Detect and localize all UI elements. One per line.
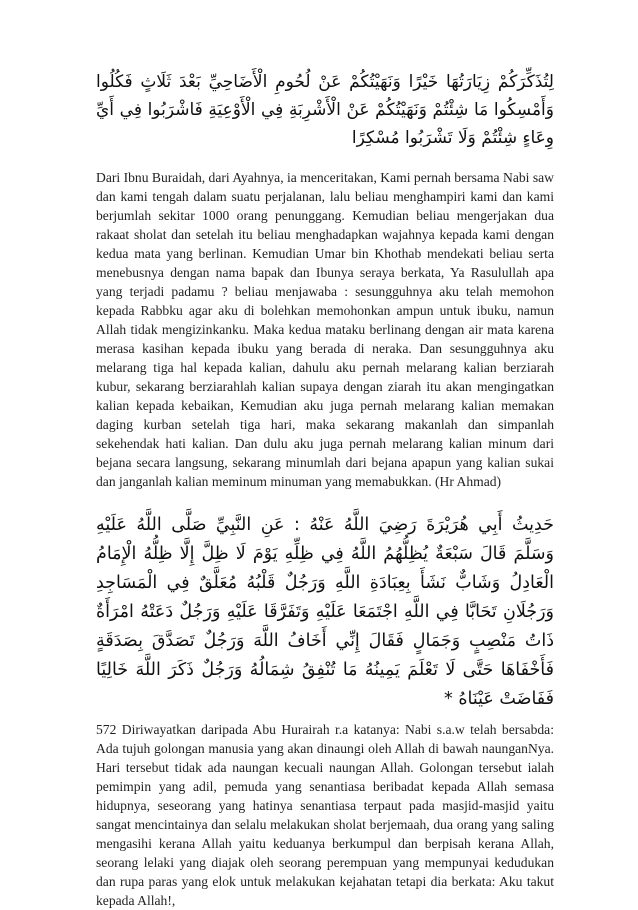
hadith-translation-paragraph-2: 572 Diriwayatkan daripada Abu Hurairah r.a katanya: Nabi s.a.w telah bersabda: Ada tujuh golongan manusia yang akan dinaungi oleh Allah di bawah naunganNya. Hari tersebut tidak ada naungan kecuali naungan Allah. Golongan tersebut ialah pemimpin yang adil, pemuda yang senantiasa beribadat kepada Allah semasa hidupnya, seseorang yang hatinya senantiasa terpaut pada masjid-masjid yaitu sangat mencintainya dan selalu melakukan sholat berjemaah, dua orang yang saling mengasihi kerana Allah yaitu keduanya berkumpul dan berpisah kerana Allah, seorang lelaki yang diajak oleh seorang perempuan yang mempunyai kedudukan dan rupa paras yang elok untuk melakukan kejahatan tetapi dia berkata: Aku takut kepada Allah!, bbox=[96, 722, 554, 908]
hadith-translation-paragraph: Dari Ibnu Buraidah, dari Ayahnya, ia menceritakan, Kami pernah bersama Nabi saw dan kami tengah dalam suatu perjalanan, lalu beliau menghampiri kami dan kami berjumlah sekitar 1000 orang penunggang. Kemudian beliau mengerjakan dua rakaat sholat dan setelah itu beliau menghadapkan wajahnya kepada kami dengan kedua mata yang berlinan. Kemudian Umar bin Khothab mendekati beliau serta menebusnya dengan nama bapak dan Ibunya seraya berkata, Ya Rasulullah apa yang terjadi padamu ? beliau menjawaba : sesungguhnya aku telah memohon kepada Rabbku agar aku di bolehkan memohonkan ampun untuk ibuku, namun Allah tidak mengizinkanku. Maka kedua mataku berlinang dengan air mata karena merasa kasihan kepada ibuku yang berada di neraka. Dan sesungguhnya aku melarang tiga hal kepada kalian, dahulu aku pernah melarang kalian berziarah kubur, sekarang berziarahlah kalian supaya dengan ziarah itu akan mengingatkan kalian kepada kebaikan, Kemudian aku juga pernah melarang kalian memakan daging kurban setelah tiga hari, maka sekarang makanlah dan simpanlah sekehendak hati kalian. Dan dulu aku juga pernah melarang kalian minum dari bejana secara langsung, sekarang minumlah dari bejana apapun yang kalian sukai dan janganlah kalian meminum minuman yang memabukkan. (Hr Ahmad) bbox=[96, 170, 554, 489]
hadith-arabic-text: لِتُذَكِّرَكُمْ زِيَارَتُهَا خَيْرًا وَنَهَيْتُكُمْ عَنْ لُحُومِ الْأَضَاحِيِّ بَعْدَ ثَلَاثٍ فَكُلُوا وَأَمْسِكُوا مَا شِئْتُمْ وَنَهَيْتُكُمْ عَنْ الْأَشْرِبَةِ فِي الْأَوْعِيَةِ فَاشْرَبُوا فِي أَيِّ وِعَاءٍ شِئْتُمْ وَلَا تَشْرَبُوا مُسْكِرًا bbox=[96, 72, 554, 148]
hadith-arabic-text-2: حَدِيثُ أَبِي هُرَيْرَةَ رَضِيَ اللَّهُ عَنْهُ : عَنِ النَّبِيِّ صَلَّى اللَّهُ عَلَيْهِ وَسَلَّمَ قَالَ سَبْعَةٌ يُظِلُّهُمُ اللَّهُ فِي ظِلِّهِ يَوْمَ لَا ظِلَّ إِلَّا ظِلُّهُ الْإِمَامُ الْعَادِلُ وَشَابٌّ نَشَأَ بِعِبَادَةِ اللَّهِ وَرَجُلٌ قَلْبُهُ مُعَلَّقٌ فِي الْمَسَاجِدِ وَرَجُلَانِ تَحَابَّا فِي اللَّهِ اجْتَمَعَا عَلَيْهِ وَتَفَرَّقَا عَلَيْهِ وَرَجُلٌ دَعَتْهُ امْرَأَةٌ ذَاتُ مَنْصِبٍ وَجَمَالٍ فَقَالَ إِنِّي أَخَافُ اللَّهَ وَرَجُلٌ تَصَدَّقَ بِصَدَقَةٍ فَأَخْفَاهَا حَتَّى لَا تَعْلَمَ يَمِينُهُ مَا تُنْفِقُ شِمَالُهُ وَرَجُلٌ ذَكَرَ اللَّهَ خَالِيًا فَفَاضَتْ عَيْنَاهُ * bbox=[96, 515, 554, 709]
document-page bbox=[96, 68, 554, 910]
